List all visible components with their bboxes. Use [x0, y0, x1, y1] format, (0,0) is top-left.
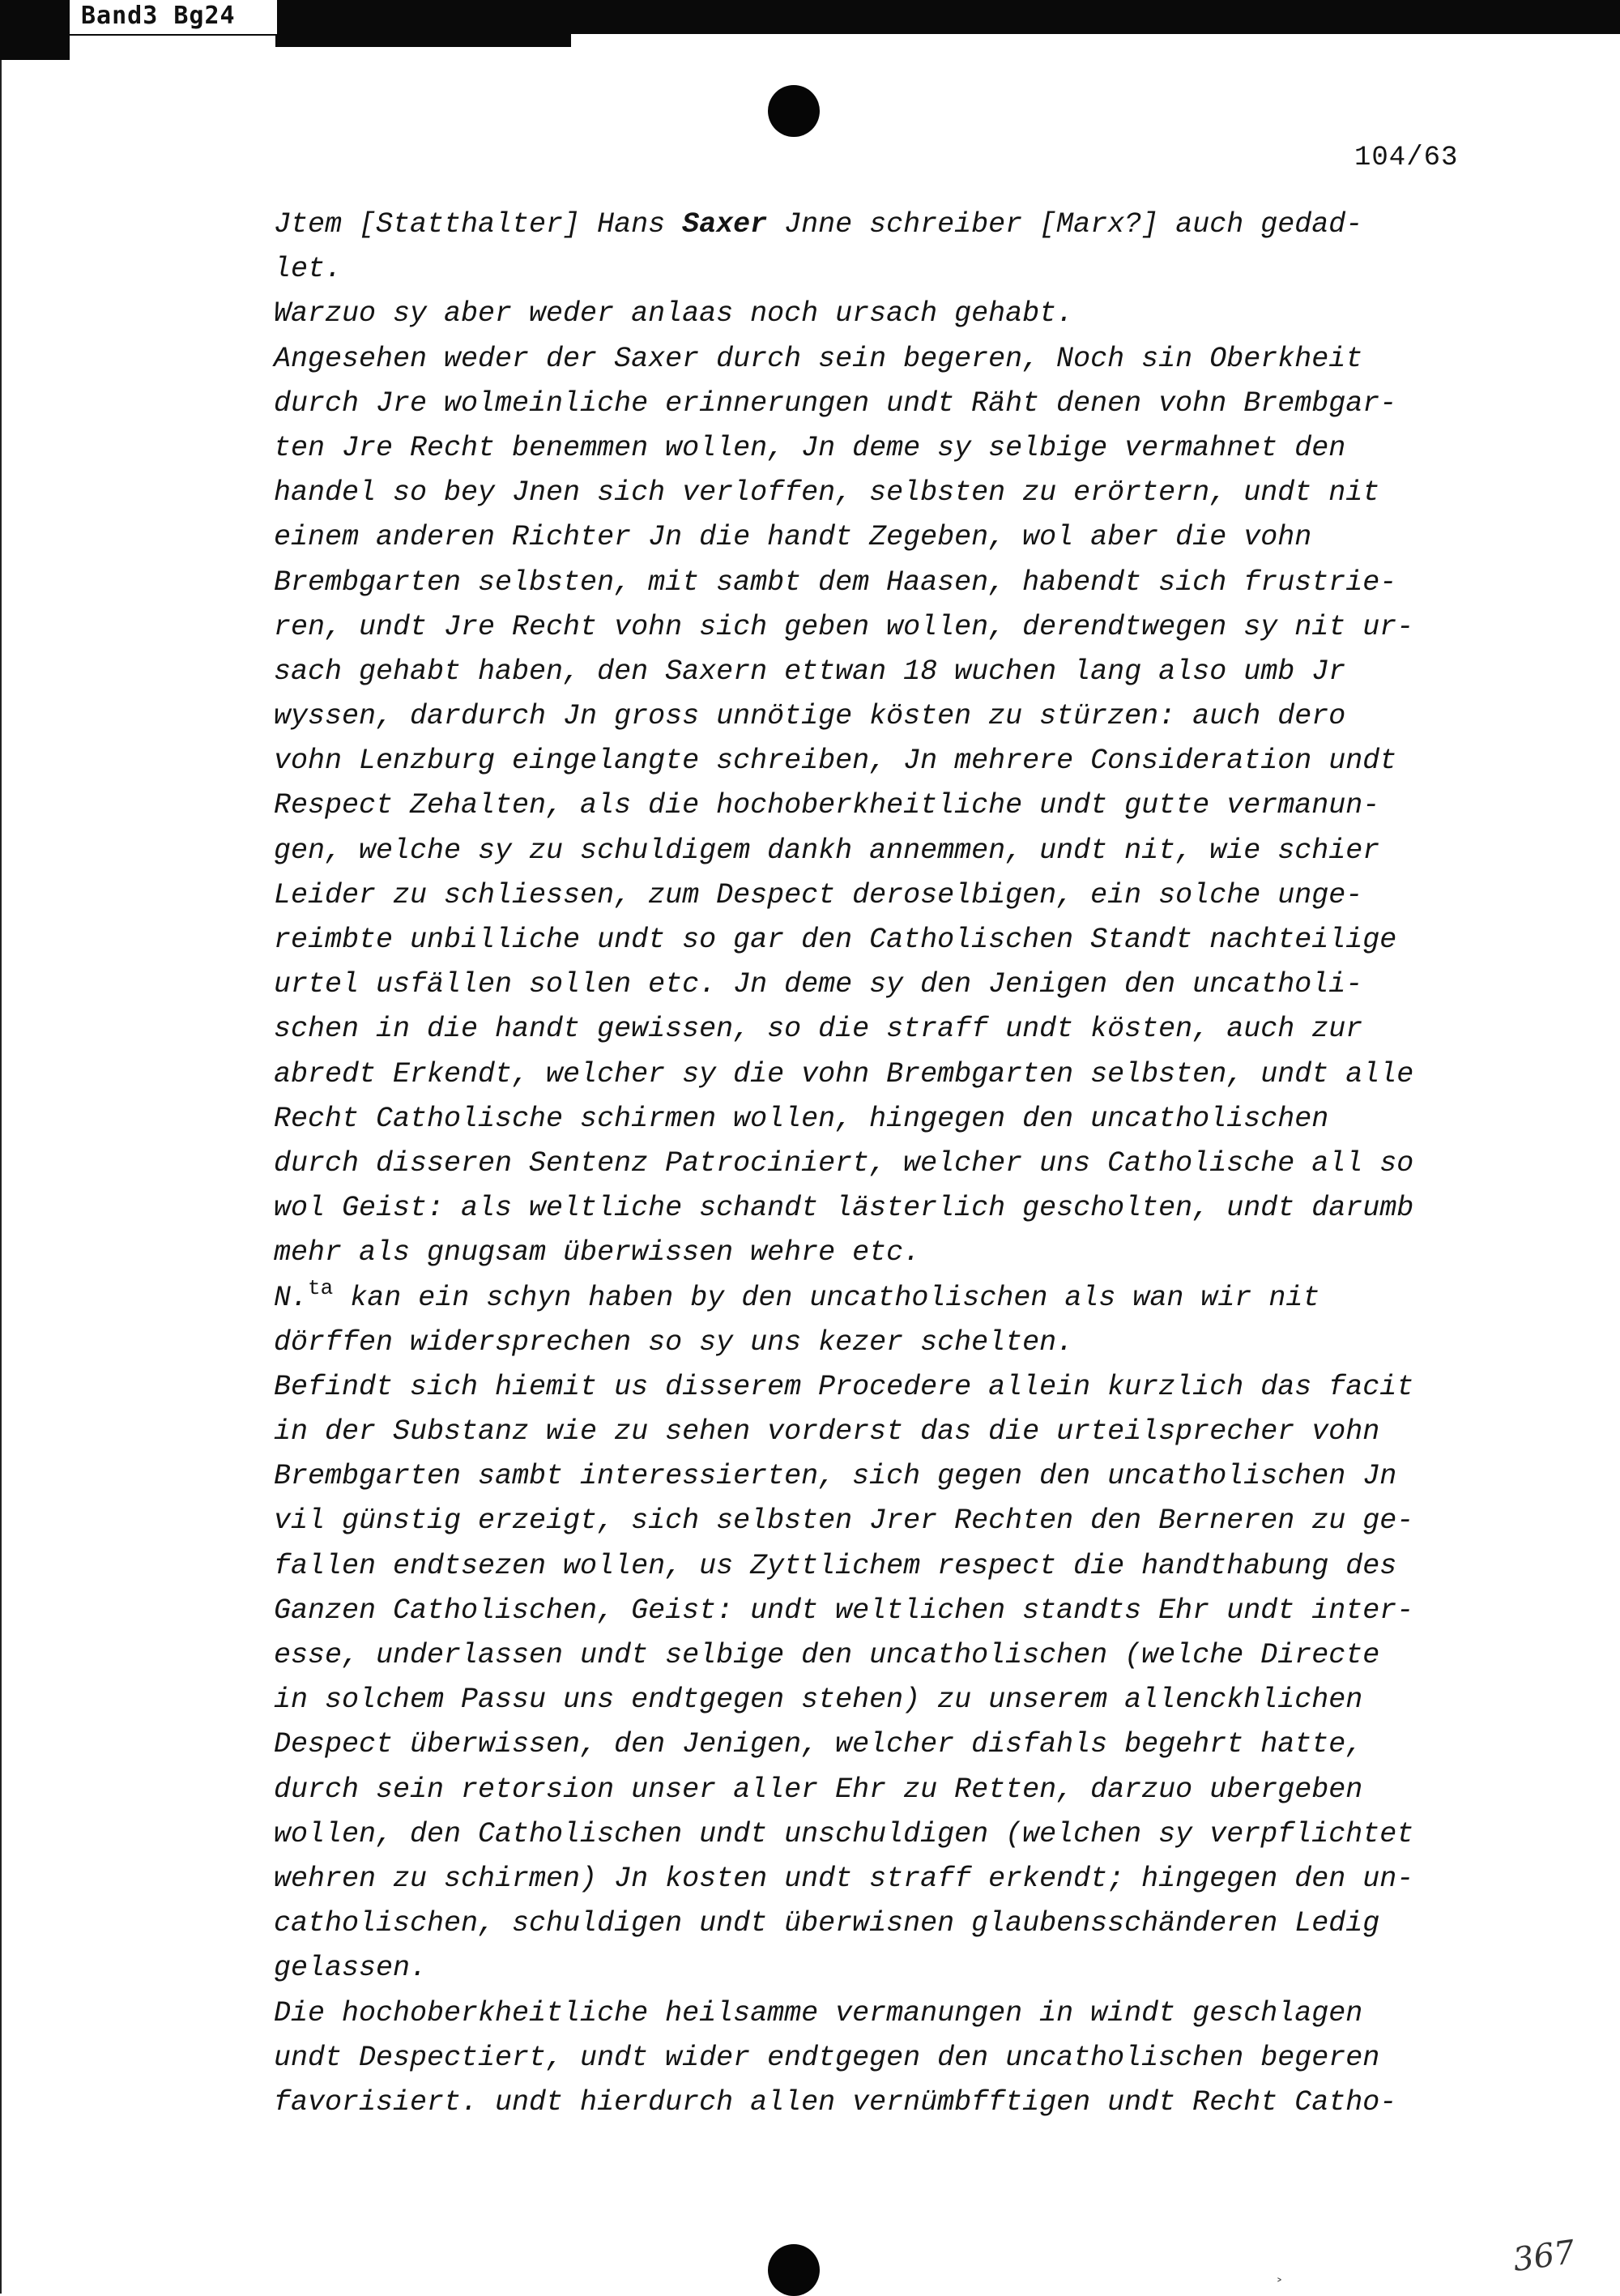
text-segment: Despect überwissen, den Jenigen, welcher disfahls begehrt hatte, — [274, 1728, 1363, 1761]
text-segment: wollen, den Catholischen undt unschuldigen (welchen sy verpflichtet — [274, 1817, 1414, 1850]
text-line — [274, 1231, 1537, 1275]
text-line — [274, 292, 1537, 336]
text-segment: Respect Zehalten, als die hochoberkheitliche undt gutte vermanun- — [274, 789, 1380, 822]
text-line — [274, 1454, 1537, 1499]
text-segment: Recht Catholische schirmen wollen, hingegen den uncatholischen — [274, 1102, 1329, 1135]
text-segment: wyssen, dardurch Jn gross unnötige kösten zu stürzen: auch dero — [274, 700, 1346, 733]
text-line — [274, 1589, 1537, 1633]
text-segment: Brembgarten sambt interessierten, sich gegen den uncatholischen Jn — [274, 1460, 1397, 1493]
text-line — [274, 2080, 1537, 2125]
text-segment: Befindt sich hiemit us disserem Procedere allein kurzlich das facit — [274, 1370, 1414, 1403]
text-segment: Angesehen weder der Saxer durch sein begeren, Noch sin Oberkheit — [274, 342, 1363, 375]
text-line — [274, 1768, 1537, 1812]
punch-hole-top-icon — [768, 85, 820, 137]
text-line — [274, 918, 1537, 962]
scan-header-notch — [275, 34, 571, 47]
text-segment: gen, welche sy zu schuldigem dankh annemmen, undt nit, wie schier — [274, 834, 1380, 867]
text-segment: ten Jre Recht benemmen wollen, Jn deme sy selbige vermahnet den — [274, 431, 1346, 464]
text-line — [274, 1321, 1537, 1365]
text-segment: in solchem Passu uns endtgegen stehen) zu unserem allenckhlichen — [274, 1684, 1363, 1717]
text-segment: dörffen widersprechen so sy uns kezer schelten. — [274, 1325, 1074, 1359]
document-body — [274, 203, 1537, 2125]
text-segment: wehren zu schirmen) Jn kosten undt straff erkendt; hingegen den un- — [274, 1862, 1414, 1895]
text-segment: Jtem [Statthalter] Hans — [274, 208, 683, 241]
text-segment: sach gehabt haben, den Saxern ettwan 18 wuchen lang also umb Jr — [274, 655, 1346, 688]
text-segment: vil günstig erzeigt, sich selbsten Jrer Rechten den Berneren zu ge- — [274, 1504, 1414, 1538]
text-segment: favorisiert. undt hierdurch allen vernümbfftigen undt Recht Catho- — [274, 2085, 1397, 2119]
text-segment: Brembgarten selbsten, mit sambt dem Haasen, habendt sich frustrie- — [274, 565, 1397, 599]
text-line — [274, 650, 1537, 694]
text-line — [274, 1007, 1537, 1052]
text-segment: vohn Lenzburg eingelangte schreiben, Jn mehrere Consideration undt — [274, 745, 1397, 778]
text-line — [274, 1633, 1537, 1678]
text-segment: einem anderen Richter Jn die handt Zegeben, wol aber die vohn — [274, 521, 1312, 554]
text-segment: schen in die handt gewissen, so die straff undt kösten, auch zur — [274, 1013, 1363, 1046]
page-left-edge — [0, 60, 2, 2294]
text-line — [274, 247, 1537, 292]
text-segment: gelassen. — [274, 1952, 428, 1985]
text-segment: abredt Erkendt, welcher sy die vohn Brembgarten selbsten, undt alle — [274, 1057, 1414, 1090]
text-line — [274, 1186, 1537, 1231]
text-line — [274, 1901, 1537, 1946]
text-segment: reimbte unbilliche undt so gar den Catholischen Standt nachteilige — [274, 924, 1397, 956]
text-line — [274, 873, 1537, 918]
text-segment: in der Substanz wie zu sehen vorderst das die urteilsprecher vohn — [274, 1415, 1380, 1449]
text-line — [274, 1857, 1537, 1901]
text-line — [274, 605, 1537, 650]
archive-label: Band3 Bg24 — [81, 2, 236, 30]
text-segment: Die hochoberkheitliche heilsamme vermanungen in windt geschlagen — [274, 1996, 1363, 2029]
text-line — [274, 1499, 1537, 1543]
text-line — [274, 1365, 1537, 1410]
text-line — [274, 1142, 1537, 1186]
text-line — [274, 739, 1537, 783]
punch-hole-bottom-icon — [768, 2244, 820, 2296]
text-line — [274, 1052, 1537, 1097]
text-line — [274, 471, 1537, 515]
text-line — [274, 1544, 1537, 1589]
text-line — [274, 694, 1537, 739]
text-segment: ta — [308, 1275, 334, 1300]
text-line — [274, 515, 1537, 560]
text-segment: wol Geist: als weltliche schandt lästerlich gescholten, undt darumb — [274, 1192, 1414, 1225]
text-segment: esse, underlassen undt selbige den uncatholischen (welche Directe — [274, 1639, 1380, 1671]
text-segment: urtel usfällen sollen etc. Jn deme sy den Jenigen den uncatholi- — [274, 968, 1363, 1001]
text-line — [274, 1991, 1537, 2036]
text-segment: Ganzen Catholischen, Geist: undt weltlichen standts Ehr undt inter- — [274, 1594, 1414, 1627]
text-line — [274, 337, 1537, 382]
text-line — [274, 203, 1537, 247]
text-line — [274, 1812, 1537, 1857]
text-segment: ren, undt Jre Recht vohn sich geben wollen, derendtwegen sy nit ur- — [274, 610, 1414, 643]
text-segment: catholischen, schuldigen undt überwisnen glaubensschänderen Ledig — [274, 1907, 1380, 1940]
text-segment: kan ein schyn haben by den uncatholischen als wan wir nit — [333, 1281, 1320, 1314]
text-segment: Warzuo sy aber weder anlaas noch ursach gehabt. — [274, 297, 1074, 331]
text-line — [274, 829, 1537, 873]
handwritten-folio-number: 367 — [1511, 2233, 1578, 2280]
text-line — [274, 561, 1537, 605]
text-segment: Leider zu schliessen, zum Despect deroselbigen, ein solche unge- — [274, 878, 1363, 911]
text-line — [274, 783, 1537, 828]
text-line — [274, 1722, 1537, 1767]
text-line — [274, 426, 1537, 471]
text-segment: durch disseren Sentenz Patrociniert, welcher uns Catholische all so — [274, 1146, 1414, 1180]
text-segment: handel so bey Jnen sich verloffen, selbsten zu erörtern, undt nit — [274, 476, 1380, 510]
text-segment: mehr als gnugsam überwissen wehre etc. — [274, 1236, 921, 1270]
text-segment: N. — [274, 1281, 309, 1314]
text-line — [274, 1946, 1537, 1991]
page-number: 104/63 — [1354, 143, 1459, 173]
text-segment: let. — [274, 253, 343, 286]
text-line — [274, 1678, 1537, 1722]
text-segment: durch sein retorsion unser aller Ehr zu Retten, darzuo ubergeben — [274, 1773, 1363, 1806]
text-line — [274, 382, 1537, 426]
text-line — [274, 1276, 1537, 1321]
text-line — [274, 2036, 1537, 2080]
text-segment: Saxer — [682, 208, 768, 241]
text-segment: durch Jre wolmeinliche erinnerungen undt Räht denen vohn Brembgar- — [274, 386, 1397, 420]
scan-header-corner — [0, 0, 70, 60]
text-line — [274, 962, 1537, 1007]
text-segment: fallen endtsezen wollen, us Zyttlichem respect die handthabung des — [274, 1549, 1397, 1582]
text-segment: Jnne schreiber [Marx?] auch gedad- — [767, 208, 1363, 241]
text-line — [274, 1410, 1537, 1454]
text-segment: undt Despectiert, undt wider endtgegen den uncatholischen begeren — [274, 2041, 1380, 2074]
stray-pen-mark: ˃ — [1276, 2277, 1283, 2294]
text-line — [274, 1097, 1537, 1142]
